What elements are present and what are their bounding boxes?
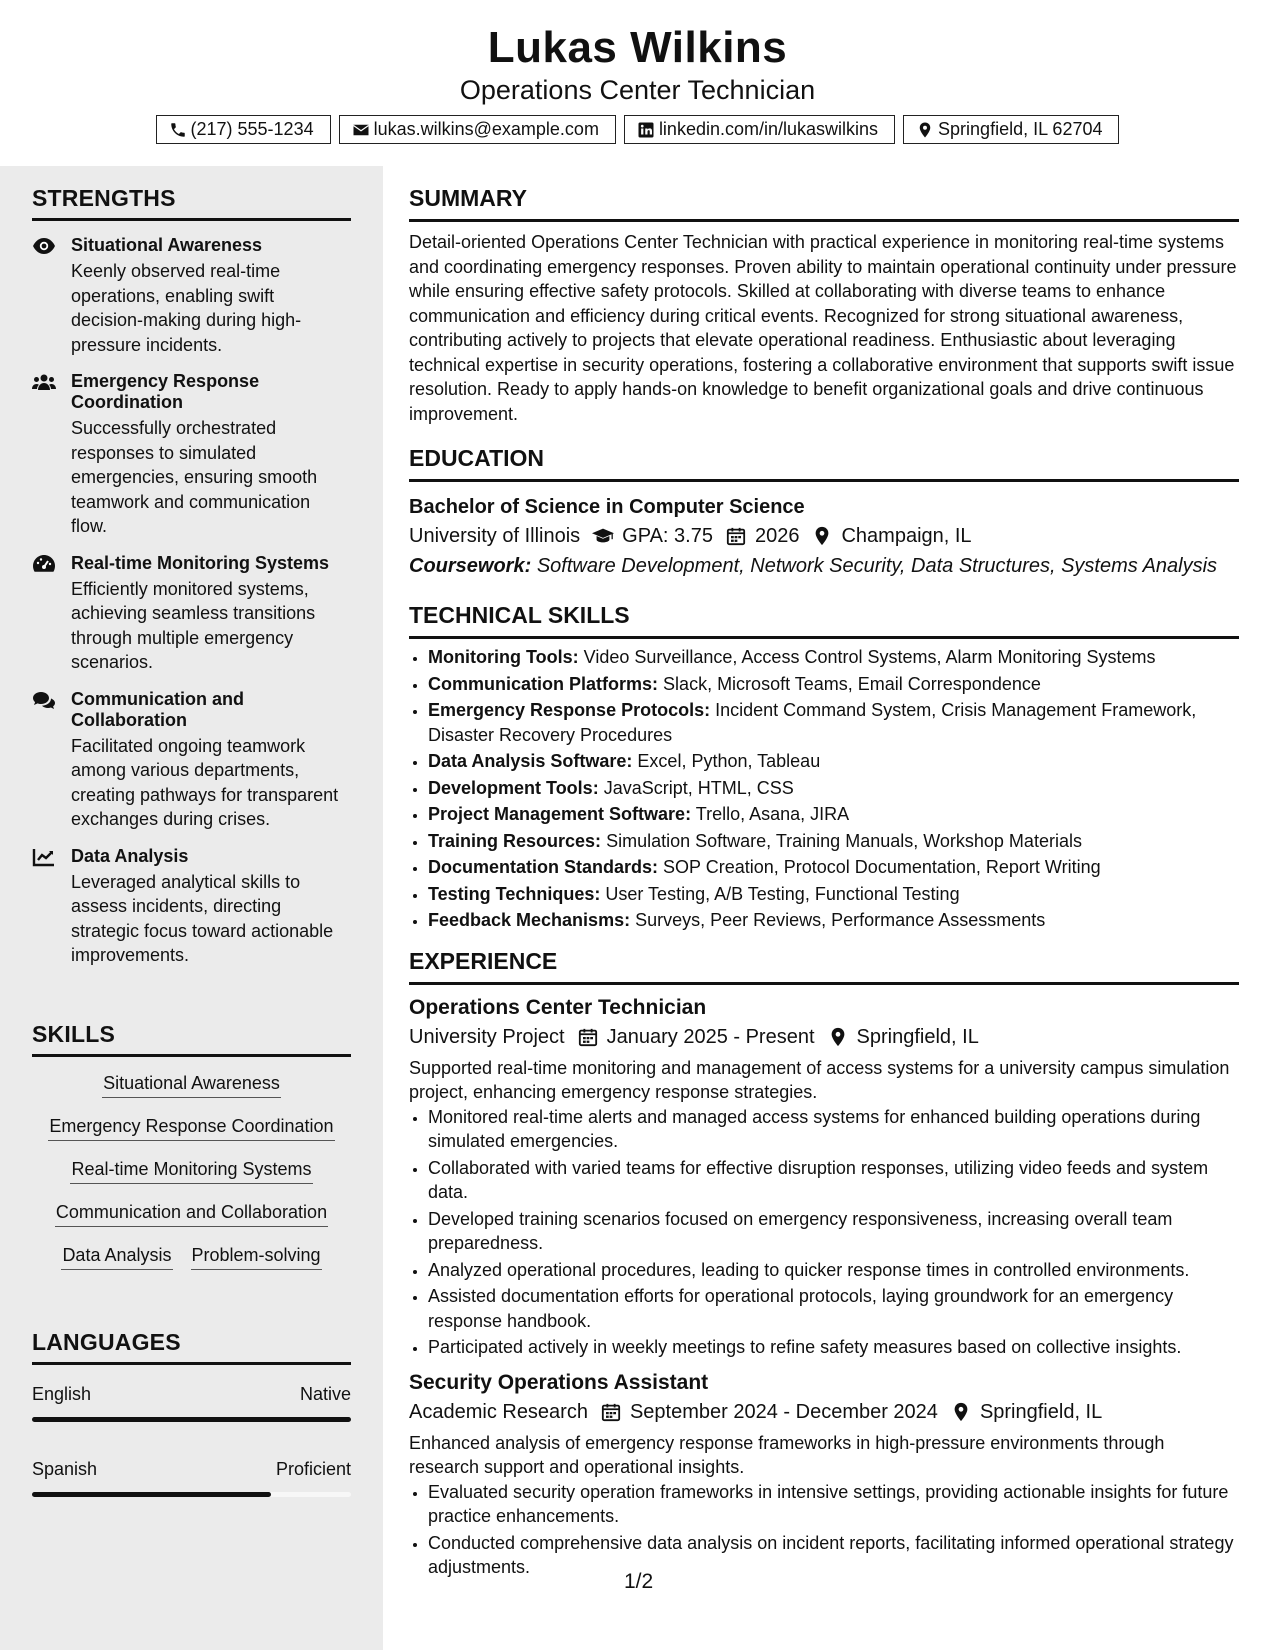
section-divider bbox=[409, 479, 1239, 482]
list-item bbox=[428, 829, 1239, 854]
language-item bbox=[32, 1383, 351, 1422]
eye-icon bbox=[32, 236, 56, 256]
map-pin-icon bbox=[916, 121, 934, 139]
contact-email[interactable] bbox=[339, 115, 616, 144]
strength-title: Data Analysis bbox=[71, 845, 189, 866]
strength-title: Real-time Monitoring Systems bbox=[71, 552, 330, 573]
job-meta bbox=[409, 1024, 1239, 1050]
calendar-icon bbox=[577, 1027, 599, 1047]
section-divider bbox=[32, 218, 351, 221]
strength-desc: Keenly observed real-time operations, enabling swift decision-making during high-pressure incidents. bbox=[71, 261, 302, 355]
language-name: Spanish bbox=[32, 1459, 98, 1479]
summary-section bbox=[409, 184, 1239, 426]
skill-category: Testing Techniques: bbox=[428, 883, 601, 904]
language-level: Proficient bbox=[275, 1459, 351, 1479]
skill-values: Incident Command System, Crisis Management Framework, Disaster Recovery Procedures bbox=[428, 700, 1197, 745]
phone-icon bbox=[169, 121, 187, 139]
list-item bbox=[428, 749, 1239, 774]
skill-category: Monitoring Tools: bbox=[428, 647, 579, 667]
map-pin-icon bbox=[827, 1027, 849, 1047]
list-item: • Participated actively in weekly meetings to refine safety measures based on collective insights. bbox=[428, 1335, 1239, 1360]
skill-values: Excel, Python, Tableau bbox=[637, 751, 821, 771]
users-icon bbox=[32, 372, 56, 392]
job-bullets bbox=[409, 1105, 1239, 1360]
languages-section bbox=[32, 1328, 351, 1497]
sidebar bbox=[0, 166, 383, 1650]
strength-desc: Successfully orchestrated responses to simulated emergencies, ensuring smooth teamwork and communication flow. bbox=[71, 418, 318, 536]
section-divider bbox=[409, 982, 1239, 985]
skill-values: Surveys, Peer Reviews, Performance Assessments bbox=[635, 910, 1046, 930]
education-heading: EDUCATION bbox=[409, 445, 545, 471]
list-item bbox=[428, 645, 1239, 670]
skill-category: Communication Platforms: bbox=[428, 673, 659, 694]
job-entry bbox=[409, 1370, 1239, 1580]
contact-bar bbox=[0, 115, 1275, 144]
envelope-icon bbox=[352, 121, 370, 139]
skill-chips bbox=[32, 1071, 351, 1270]
gauge-icon bbox=[32, 554, 56, 574]
strength-item bbox=[32, 846, 351, 968]
list-item bbox=[428, 908, 1239, 933]
contact-email-text: lukas.wilkins@example.com bbox=[373, 119, 599, 139]
contact-linkedin[interactable] bbox=[624, 115, 895, 144]
graduation-year: 2026 bbox=[754, 525, 800, 547]
education-section bbox=[409, 444, 1239, 579]
strength-item bbox=[32, 235, 351, 357]
skill-chip: Problem-solving bbox=[191, 1243, 322, 1270]
education-location: Champaign, IL bbox=[841, 525, 972, 547]
list-item: • Assisted documentation efforts for operational protocols, laying groundwork for an emergency response handbook. bbox=[428, 1284, 1239, 1333]
skill-chip: Communication and Collaboration bbox=[55, 1200, 328, 1227]
chart-line-icon bbox=[32, 847, 56, 867]
job-title: Operations Center Technician bbox=[409, 995, 707, 1019]
skill-values: Trello, Asana, JIRA bbox=[695, 804, 850, 824]
summary-text: Detail-oriented Operations Center Technician with practical experience in monitoring real-time systems and coordinating emergency responses. Proven ability to maintain operational continuity under pressure while ensuring effective safety protocols. Skilled at collaborating with diverse teams to enhance communication and efficiency during critical events. Recognized for strong situational awareness, contributing actively to projects that elevate operational readiness. Enthusiastic about leveraging technical expertise in security operations, fostering a collaborative environment that supports swift issue resolution. Ready to apply hands-on knowledge to benefit organizational goals and drive continuous improvement. bbox=[409, 232, 1237, 424]
summary-heading: SUMMARY bbox=[409, 185, 527, 211]
skill-category: Development Tools: bbox=[428, 777, 599, 798]
contact-location-text: Springfield, IL 62704 bbox=[938, 119, 1103, 139]
list-item: • Conducted comprehensive data analysis on incident reports, facilitating informed operational strategy adjustments. bbox=[428, 1531, 1239, 1580]
contact-phone-text: (217) 555-1234 bbox=[190, 119, 314, 139]
strength-title: Emergency Response Coordination bbox=[71, 371, 260, 412]
coursework-label: Coursework: bbox=[409, 555, 532, 577]
skill-category: Feedback Mechanisms: bbox=[428, 910, 631, 930]
language-bar-fill bbox=[32, 1417, 351, 1422]
strength-title: Communication and Collaboration bbox=[71, 688, 245, 730]
contact-location[interactable] bbox=[903, 115, 1119, 144]
job-dates: January 2025 - Present bbox=[606, 1025, 815, 1048]
list-item bbox=[428, 802, 1239, 827]
coursework bbox=[409, 553, 1239, 579]
contact-linkedin-text: linkedin.com/in/lukaswilkins bbox=[658, 119, 879, 139]
section-divider bbox=[32, 1054, 351, 1057]
language-level: Native bbox=[299, 1384, 351, 1404]
school-name: University of Illinois bbox=[409, 525, 581, 547]
job-org: Academic Research bbox=[409, 1400, 588, 1423]
calendar-icon bbox=[725, 526, 747, 546]
job-location: Springfield, IL bbox=[856, 1025, 979, 1048]
skill-category: Documentation Standards: bbox=[428, 857, 659, 877]
graduation-cap-icon bbox=[592, 526, 614, 546]
map-pin-icon bbox=[811, 526, 833, 546]
language-bar bbox=[32, 1417, 351, 1422]
section-divider bbox=[32, 1362, 351, 1365]
linkedin-icon bbox=[637, 121, 655, 139]
section-divider bbox=[409, 636, 1239, 639]
contact-phone[interactable] bbox=[156, 115, 331, 144]
skill-category: Data Analysis Software: bbox=[428, 751, 633, 771]
strength-item bbox=[32, 553, 351, 675]
job-summary: Enhanced analysis of emergency response frameworks in high-pressure environments through research support and operational insights. bbox=[409, 1432, 1165, 1477]
technical-skills-section bbox=[409, 601, 1239, 933]
education-meta bbox=[409, 523, 1239, 549]
candidate-name: Lukas Wilkins bbox=[487, 23, 788, 72]
skills-section bbox=[32, 1020, 351, 1286]
job-summary: Supported real-time monitoring and management of access systems for a university campus simulation project, enhancing emergency response strategies. bbox=[409, 1057, 1230, 1102]
skill-chip: Real-time Monitoring Systems bbox=[70, 1157, 312, 1184]
skill-values: Simulation Software, Training Manuals, Workshop Materials bbox=[606, 830, 1082, 851]
skill-category: Training Resources: bbox=[428, 830, 602, 851]
strength-desc: Facilitated ongoing teamwork among various departments, creating pathways for transparent exchanges during crises. bbox=[71, 735, 339, 829]
list-item bbox=[428, 672, 1239, 697]
languages-heading: LANGUAGES bbox=[32, 1329, 181, 1355]
gpa: GPA: 3.75 bbox=[622, 525, 713, 547]
skill-category: Project Management Software: bbox=[428, 804, 692, 824]
job-title: Security Operations Assistant bbox=[409, 1370, 709, 1394]
resume-header bbox=[0, 0, 1275, 144]
list-item: • Evaluated security operation frameworks in intensive settings, providing actionable insights for future practice enhancements. bbox=[428, 1480, 1239, 1529]
coursework-list: Software Development, Network Security, Data Structures, Systems Analysis bbox=[536, 555, 1218, 577]
calendar-icon bbox=[600, 1402, 622, 1422]
list-item bbox=[428, 698, 1239, 747]
language-name: English bbox=[32, 1384, 92, 1404]
strengths-heading: STRENGTHS bbox=[32, 185, 176, 211]
technical-skills-heading: TECHNICAL SKILLS bbox=[409, 602, 630, 628]
list-item: • Developed training scenarios focused on emergency responsiveness, increasing overall team preparedness. bbox=[428, 1207, 1239, 1256]
page-number: 1/2 bbox=[624, 1570, 654, 1593]
skill-category: Emergency Response Protocols: bbox=[428, 700, 711, 720]
degree: Bachelor of Science in Computer Science bbox=[409, 496, 805, 518]
strength-title: Situational Awareness bbox=[71, 235, 263, 255]
strength-item bbox=[32, 371, 351, 539]
strengths-section bbox=[32, 184, 351, 968]
candidate-title: Operations Center Technician bbox=[459, 75, 816, 105]
strength-desc: Efficiently monitored systems, achieving seamless transitions through multiple emergency scenarios. bbox=[71, 578, 316, 672]
map-pin-icon bbox=[950, 1402, 972, 1422]
language-item bbox=[32, 1458, 351, 1497]
skill-values: JavaScript, HTML, CSS bbox=[603, 777, 794, 798]
skill-chip: Emergency Response Coordination bbox=[48, 1114, 334, 1141]
language-bar bbox=[32, 1492, 351, 1497]
skill-values: User Testing, A/B Testing, Functional Testing bbox=[605, 883, 960, 904]
job-location: Springfield, IL bbox=[979, 1400, 1103, 1423]
section-divider bbox=[409, 219, 1239, 222]
skills-heading: SKILLS bbox=[32, 1021, 115, 1047]
skill-chip: Situational Awareness bbox=[102, 1071, 281, 1098]
language-bar-fill bbox=[32, 1492, 271, 1497]
experience-heading: EXPERIENCE bbox=[409, 947, 558, 974]
skill-values: Slack, Microsoft Teams, Email Correspondence bbox=[663, 673, 1041, 694]
job-bullets bbox=[409, 1480, 1239, 1580]
strength-desc: Leveraged analytical skills to assess incidents, directing strategic focus toward actionable improvements. bbox=[71, 871, 334, 965]
job-entry bbox=[409, 995, 1239, 1360]
skill-chip: Data Analysis bbox=[61, 1243, 172, 1270]
list-item: • Analyzed operational procedures, leading to quicker response times in controlled environments. bbox=[428, 1258, 1239, 1283]
main-content bbox=[409, 166, 1239, 1582]
technical-skills-list bbox=[409, 645, 1239, 933]
comments-icon bbox=[32, 690, 56, 710]
list-item: • Monitored real-time alerts and managed access systems for enhanced building operations during simulated emergencies. bbox=[428, 1105, 1239, 1154]
experience-section bbox=[409, 947, 1239, 1580]
skill-values: Video Surveillance, Access Control Systems, Alarm Monitoring Systems bbox=[583, 647, 1156, 667]
strength-item bbox=[32, 689, 351, 832]
skill-values: SOP Creation, Protocol Documentation, Report Writing bbox=[663, 857, 1101, 877]
list-item bbox=[428, 882, 1239, 907]
job-dates: September 2024 - December 2024 bbox=[629, 1400, 938, 1423]
list-item: • Collaborated with varied teams for effective disruption responses, utilizing video feeds and system data. bbox=[428, 1156, 1239, 1205]
job-org: University Project bbox=[409, 1025, 565, 1048]
list-item bbox=[428, 855, 1239, 880]
list-item bbox=[428, 776, 1239, 801]
job-meta bbox=[409, 1399, 1239, 1425]
